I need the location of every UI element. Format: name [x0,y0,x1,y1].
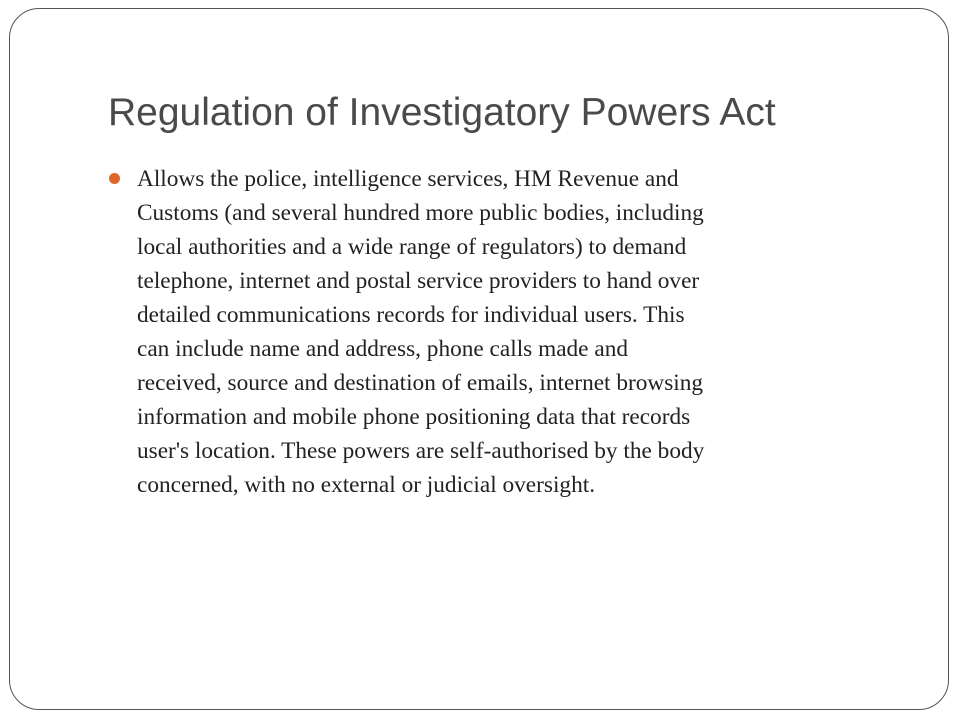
bullet-text: Allows the police, intelligence services, HM Revenue and Customs (and several hundred more public bodies, including local authorities and a wide range of regulators) to demand telephone, internet and postal service providers to hand over detailed communications records for individual users. This can include name and address, phone calls made and received, source and destination of emails, internet browsing information and mobile phone positioning data that records user's location. These powers are self-authorised by the body concerned, with no external or judicial oversight. [137,166,705,498]
slide-title: Regulation of Investigatory Powers Act [108,91,776,134]
bullet-dot-icon [109,173,120,184]
bullet-item [108,162,908,502]
slide-content [108,162,908,502]
